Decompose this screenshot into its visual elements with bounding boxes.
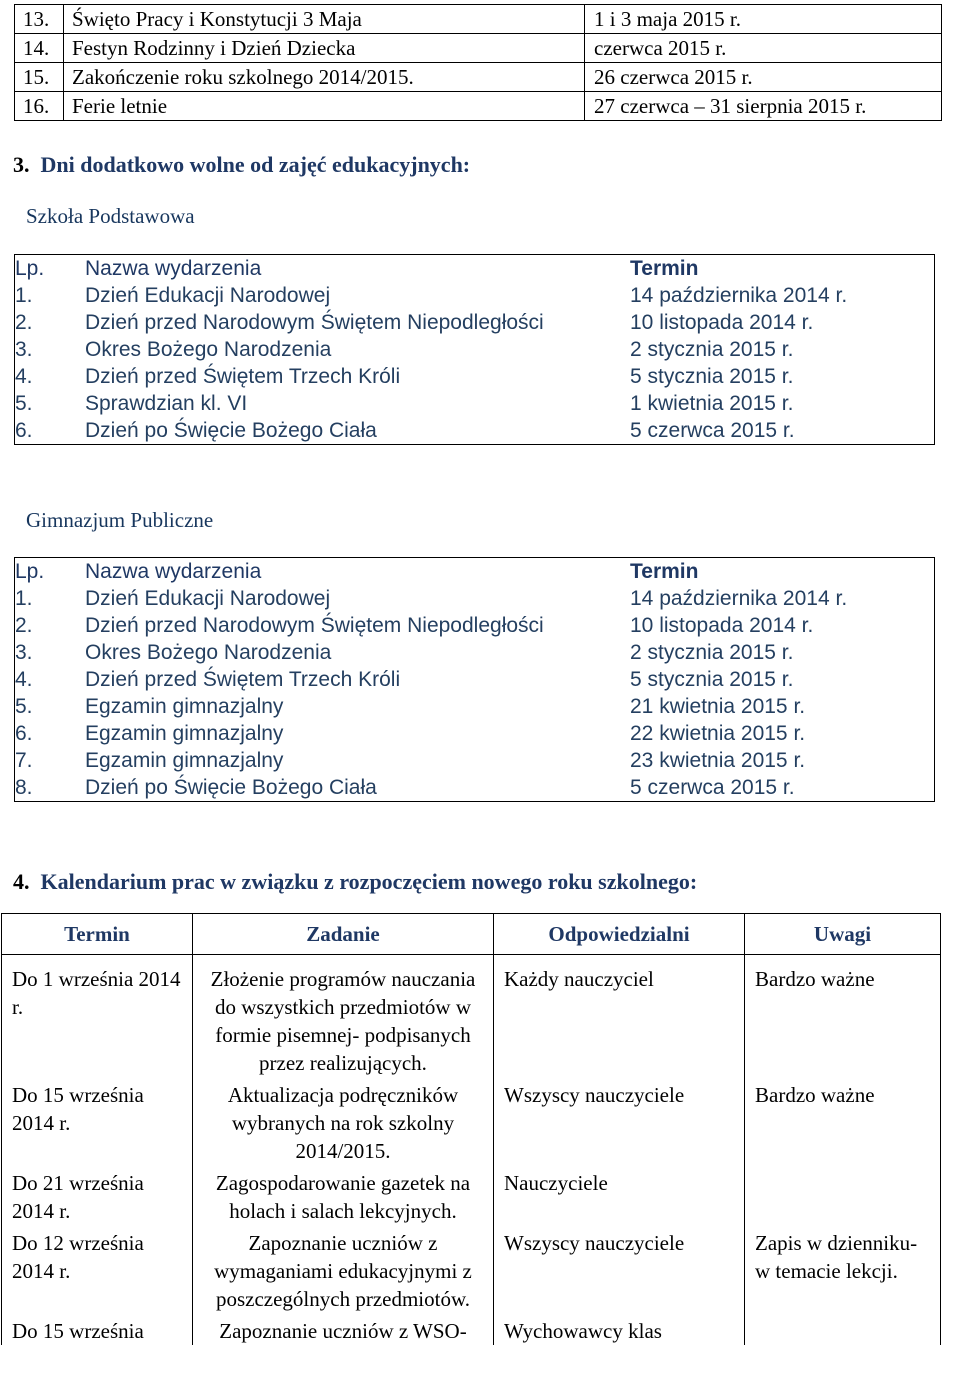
section-number: 3. [13,152,30,177]
event-name: Dzień przed Świętem Trzech Króli [85,667,401,691]
table-row [2,1077,941,1165]
row-number: 3. [15,336,86,363]
section-title: Dni dodatkowo wolne od zajęć edukacyjnych: [40,152,471,177]
calendar-table [1,913,941,1345]
row-number: 2. [15,612,86,639]
table-row [15,5,942,34]
task-cell: Zapoznanie uczniów z wymaganiami edukacyjnymi z poszczególnych przedmiotów. [193,1225,494,1313]
section-4-heading [13,869,697,895]
event-name: Okres Bożego Narodzenia [85,337,332,361]
row-number: 14. [15,34,64,63]
event-name: Okres Bożego Narodzenia [85,640,332,664]
school-gymnasium-title: Gimnazjum Publiczne [26,508,214,532]
event-name: Ferie letnie [64,92,585,121]
event-name: Dzień przed Narodowym Świętem Niepodległości [85,613,544,637]
term-cell: Do 1 września 2014 r. [2,955,193,1078]
row-number: 8. [15,774,86,802]
row-number: 1. [15,282,86,309]
event-date: 2 stycznia 2015 r. [630,639,935,666]
table-row [15,639,935,666]
event-date: 2 stycznia 2015 r. [630,336,935,363]
table-row [15,309,935,336]
column-header-number: Lp. [15,255,86,283]
table-row [2,1225,941,1313]
task-cell: Złożenie programów nauczania do wszystkich przedmiotów w formie pisemnej- podpisanych przez realizujących. [193,955,494,1078]
row-number: 16. [15,92,64,121]
event-date: 5 stycznia 2015 r. [630,666,935,693]
responsible-cell: Każdy nauczyciel [494,955,745,1078]
row-number: 4. [15,363,86,390]
row-number: 6. [15,417,86,445]
event-name: Dzień Edukacji Narodowej [85,283,331,307]
row-number: 6. [15,720,86,747]
table-row [2,1313,941,1345]
column-header-name: Nazwa wydarzenia [85,255,630,283]
primary-days-off-table [14,254,935,445]
table-row [15,363,935,390]
event-name: Dzień Edukacji Narodowej [85,586,331,610]
table-row [15,612,935,639]
column-header-responsible: Odpowiedzialni [494,914,745,955]
row-number: 4. [15,666,86,693]
event-name: Święto Pracy i Konstytucji 3 Maja [64,5,585,34]
table-header-row [2,914,941,955]
table-row [15,585,935,612]
row-number: 1. [15,585,86,612]
table-row [15,666,935,693]
table-header-row [15,255,935,283]
row-number: 15. [15,63,64,92]
table-row [15,720,935,747]
notes-cell: Zapis w dzienniku- w temacie lekcji. [745,1225,941,1313]
event-date: 5 czerwca 2015 r. [630,774,935,802]
term-cell: Do 15 września [2,1313,193,1345]
section-title: Kalendarium prac w związku z rozpoczęciem nowego roku szkolnego: [40,869,698,894]
responsible-cell: Nauczyciele [494,1165,745,1225]
event-name: Dzień po Święcie Bożego Ciała [85,417,630,445]
row-number: 2. [15,309,86,336]
section-3-heading [13,152,470,178]
event-name: Dzień po Święcie Bożego Ciała [85,774,630,802]
table-row [15,774,935,802]
notes-cell [745,1313,941,1345]
event-date: 5 czerwca 2015 r. [630,417,935,445]
row-number: 5. [15,693,86,720]
table-header-row [15,558,935,586]
row-number: 7. [15,747,86,774]
event-date: 14 października 2014 r. [630,585,935,612]
table-row [15,34,942,63]
event-date: 1 i 3 maja 2015 r. [585,5,942,34]
row-number: 13. [15,5,64,34]
table-row [15,63,942,92]
column-header-task: Zadanie [193,914,494,955]
event-name: Egzamin gimnazjalny [85,694,284,718]
table-row [15,390,935,417]
task-cell: Zapoznanie uczniów z WSO- [193,1313,494,1345]
notes-cell [745,1165,941,1225]
event-date: 14 października 2014 r. [630,282,935,309]
event-name: Egzamin gimnazjalny [85,721,284,745]
table-row [15,336,935,363]
event-name: Egzamin gimnazjalny [85,748,284,772]
notes-cell: Bardzo ważne [745,1077,941,1165]
row-number: 5. [15,390,86,417]
table-row [2,1165,941,1225]
event-name: Sprawdzian kl. VI [85,391,248,415]
section-number: 4. [13,869,30,894]
column-header-term: Termin [2,914,193,955]
event-date: 23 kwietnia 2015 r. [630,747,935,774]
event-name: Festyn Rodzinny i Dzień Dziecka [64,34,585,63]
task-cell: Aktualizacja podręczników wybranych na rok szkolny 2014/2015. [193,1077,494,1165]
column-header-number: Lp. [15,558,86,586]
column-header-notes: Uwagi [745,914,941,955]
table-row [15,693,935,720]
event-date: czerwca 2015 r. [585,34,942,63]
row-number: 3. [15,639,86,666]
term-cell: Do 12 września 2014 r. [2,1225,193,1313]
column-header-date: Termin [630,255,935,283]
event-name: Zakończenie roku szkolnego 2014/2015. [64,63,585,92]
column-header-name: Nazwa wydarzenia [85,558,630,586]
event-date: 10 listopada 2014 r. [630,309,935,336]
table-row [15,417,935,445]
table-row [15,92,942,121]
responsible-cell: Wszyscy nauczyciele [494,1225,745,1313]
event-name: Dzień przed Narodowym Świętem Niepodległości [85,310,544,334]
event-date: 5 stycznia 2015 r. [630,363,935,390]
gymnasium-days-off-table [14,557,935,802]
holidays-table [14,4,942,121]
event-date: 26 czerwca 2015 r. [585,63,942,92]
term-cell: Do 15 września 2014 r. [2,1077,193,1165]
event-date: 10 listopada 2014 r. [630,612,935,639]
school-primary-title: Szkoła Podstawowa [26,204,195,228]
notes-cell: Bardzo ważne [745,955,941,1078]
term-cell: Do 21 września 2014 r. [2,1165,193,1225]
event-date: 27 czerwca – 31 sierpnia 2015 r. [585,92,942,121]
table-row [15,282,935,309]
event-date: 22 kwietnia 2015 r. [630,720,935,747]
column-header-date: Termin [630,558,935,586]
table-row [15,747,935,774]
event-date: 1 kwietnia 2015 r. [630,390,935,417]
responsible-cell: Wychowawcy klas [494,1313,745,1345]
event-date: 21 kwietnia 2015 r. [630,693,935,720]
event-name: Dzień przed Świętem Trzech Króli [85,364,401,388]
task-cell: Zagospodarowanie gazetek na holach i salach lekcyjnych. [193,1165,494,1225]
responsible-cell: Wszyscy nauczyciele [494,1077,745,1165]
table-row [2,955,941,1078]
